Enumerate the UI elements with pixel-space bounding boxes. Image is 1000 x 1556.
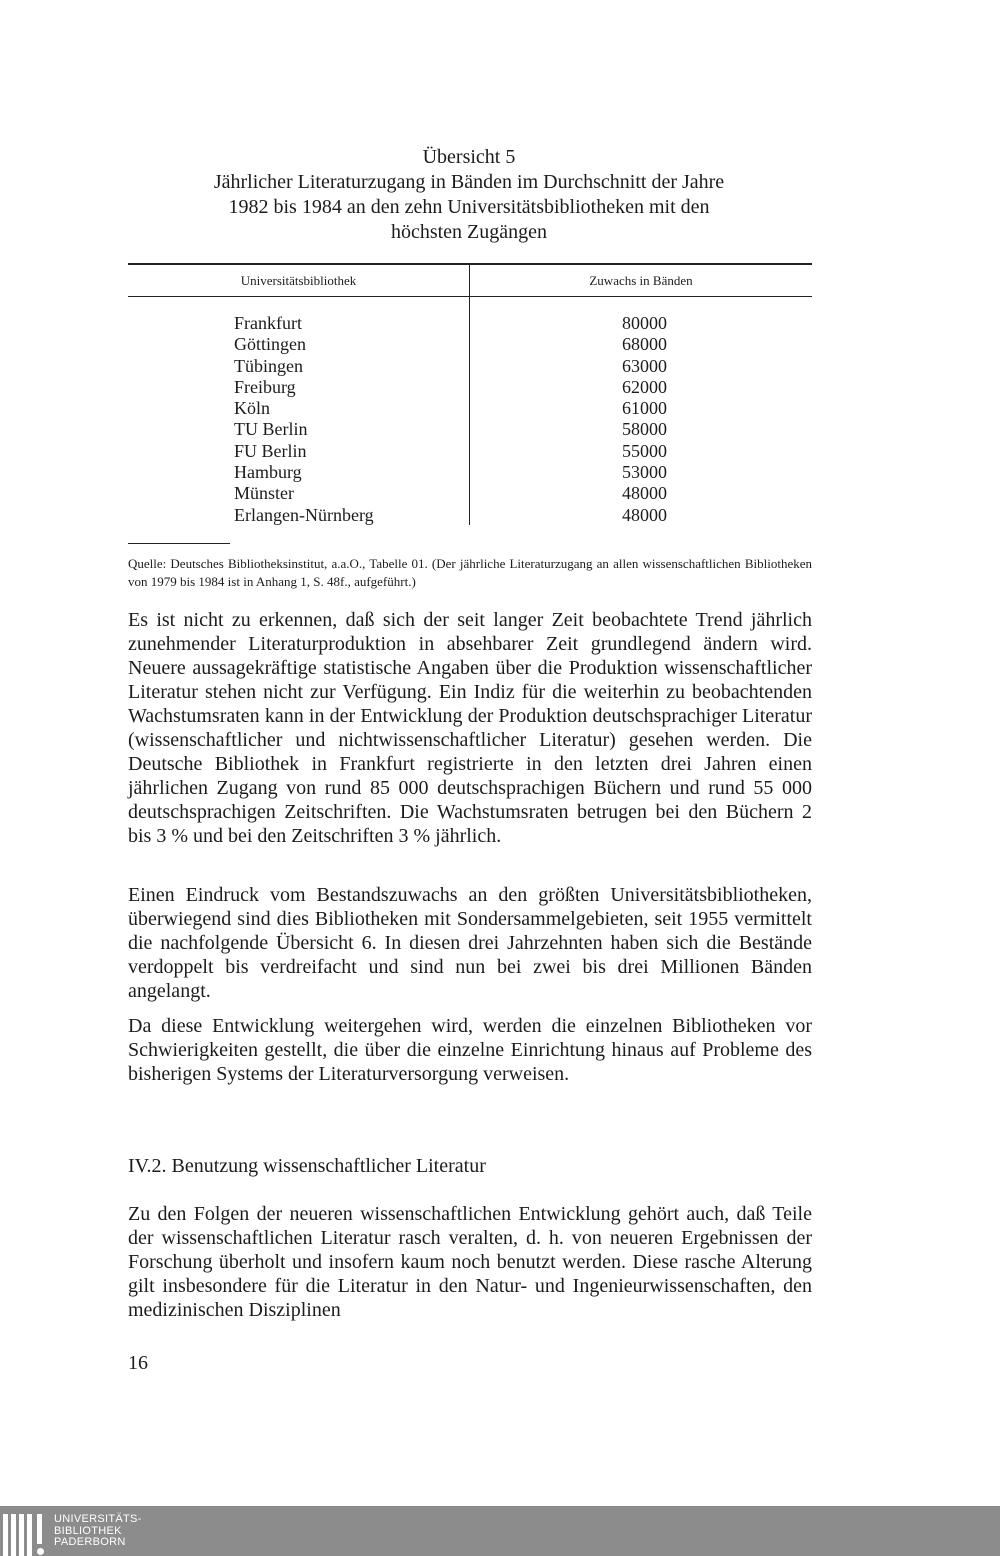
growth-value: 48000 <box>622 504 667 525</box>
table-top-rule <box>128 263 812 265</box>
library-name: Hamburg <box>234 462 302 483</box>
source-note: Quelle: Deutsches Bibliotheksinstitut, a.a.O., Tabelle 01. (Der jährliche Literaturzugang an allen wissenschaftlichen Bibliotheken von 1979 bis 1984 ist in Anhang 1, S. 48f., aufgeführt.) <box>128 556 812 589</box>
library-name: Tübingen <box>234 355 303 376</box>
library-name-column <box>234 313 374 526</box>
growth-value: 48000 <box>622 483 667 504</box>
column-header-growth: Zuwachs in Bänden <box>589 273 693 288</box>
library-name: Frankfurt <box>234 313 302 333</box>
growth-value: 80000 <box>622 313 667 333</box>
table-subtitle-line: 1982 bis 1984 an den zehn Universitätsbibliotheken mit den <box>228 196 710 218</box>
growth-value: 61000 <box>622 398 667 419</box>
body-paragraph: Einen Eindruck vom Bestandszuwachs an den größten Universitätsbibliotheken, überwiegend sind dies Bibliotheken mit Sondersammelgebieten, seit 1955 vermittelt die nachfolgende Übersicht 6. In diesen drei Jahrzehnten haben sich die Bestände verdoppelt bis verdreifacht und sind nun bei zwei bis drei Millionen Bänden angelangt. <box>128 884 812 1002</box>
section-heading: IV.2. Benutzung wissenschaftlicher Literatur <box>128 1155 486 1177</box>
library-name: Göttingen <box>234 334 306 355</box>
table-header-rule <box>128 296 812 297</box>
library-name: Köln <box>234 398 270 419</box>
table-heading <box>128 145 810 245</box>
growth-value: 68000 <box>622 334 667 355</box>
library-table <box>128 263 812 527</box>
body-paragraph: Es ist nicht zu erkennen, daß sich der seit langer Zeit beobachtete Trend jährlich zunehmender Literaturproduktion in absehbarer Zeit grundlegend ändern wird. Neuere aussagekräftige statistische Angaben über die Produktion wissenschaftlicher Literatur stehen nicht zur Verfügung. Ein Indiz für die weiterhin zu beobachtenden Wachstumsraten kann in der Entwicklung der Produktion deutschsprachiger Literatur (wissenschaftlicher und nichtwissenschaftlicher Literatur) gesehen werden. Die Deutsche Bibliothek in Frankfurt registrierte in den letzten drei Jahren einen jährlichen Zugang von rund 85 000 deutschsprachigen Büchern und rund 55 000 deutschsprachigen Zeitschriften. Die Wachstumsraten betrugen bei den Büchern 2 bis 3 % und bei den Zeitschriften 3 % jährlich. <box>128 609 812 847</box>
growth-value: 53000 <box>622 462 667 483</box>
library-name: Münster <box>234 483 294 504</box>
body-paragraph: Zu den Folgen der neueren wissenschaftlichen Entwicklung gehört auch, daß Teile der wissenschaftlichen Literatur rasch veralten, d. h. von neueren Ergebnissen der Forschung überholt und insofern kaum noch benutzt werden. Diese rasche Alterung gilt insbesondere für die Literatur in den Natur- und Ingenieurwissenschaften, den medizinischen Disziplinen <box>128 1203 812 1321</box>
column-header-library: Universitätsbibliothek <box>240 273 357 288</box>
logo-line: BIBLIOTHEK <box>54 1524 122 1537</box>
library-name: Erlangen-Nürnberg <box>234 504 374 525</box>
body-paragraph: Da diese Entwicklung weitergehen wird, werden die einzelnen Bibliotheken vor Schwierigkeiten gestellt, die über die einzelne Einrichtung hinaus auf Probleme des bisherigen Systems der Literaturversorgung verweisen. <box>128 1015 812 1085</box>
logo-line: PADERBORN <box>54 1536 126 1548</box>
library-name: Freiburg <box>234 376 296 397</box>
table-subtitle-line: Jährlicher Literaturzugang in Bänden im Durchschnitt der Jahre <box>213 171 725 193</box>
table-title: Übersicht 5 <box>422 146 516 168</box>
growth-value: 63000 <box>622 355 667 376</box>
growth-value: 55000 <box>622 440 667 461</box>
footnote-rule <box>128 543 230 544</box>
library-logo-text <box>54 1514 142 1549</box>
library-footer-bar <box>0 1506 1000 1556</box>
growth-value: 62000 <box>622 376 667 397</box>
logo-line: UNIVERSITÄTS- <box>54 1513 142 1525</box>
table-subtitle-line: höchsten Zugängen <box>390 221 548 243</box>
growth-value: 58000 <box>622 419 667 440</box>
library-name: TU Berlin <box>234 419 308 440</box>
page-number: 16 <box>128 1352 148 1374</box>
library-name: FU Berlin <box>234 440 307 461</box>
growth-value-column <box>470 313 812 526</box>
